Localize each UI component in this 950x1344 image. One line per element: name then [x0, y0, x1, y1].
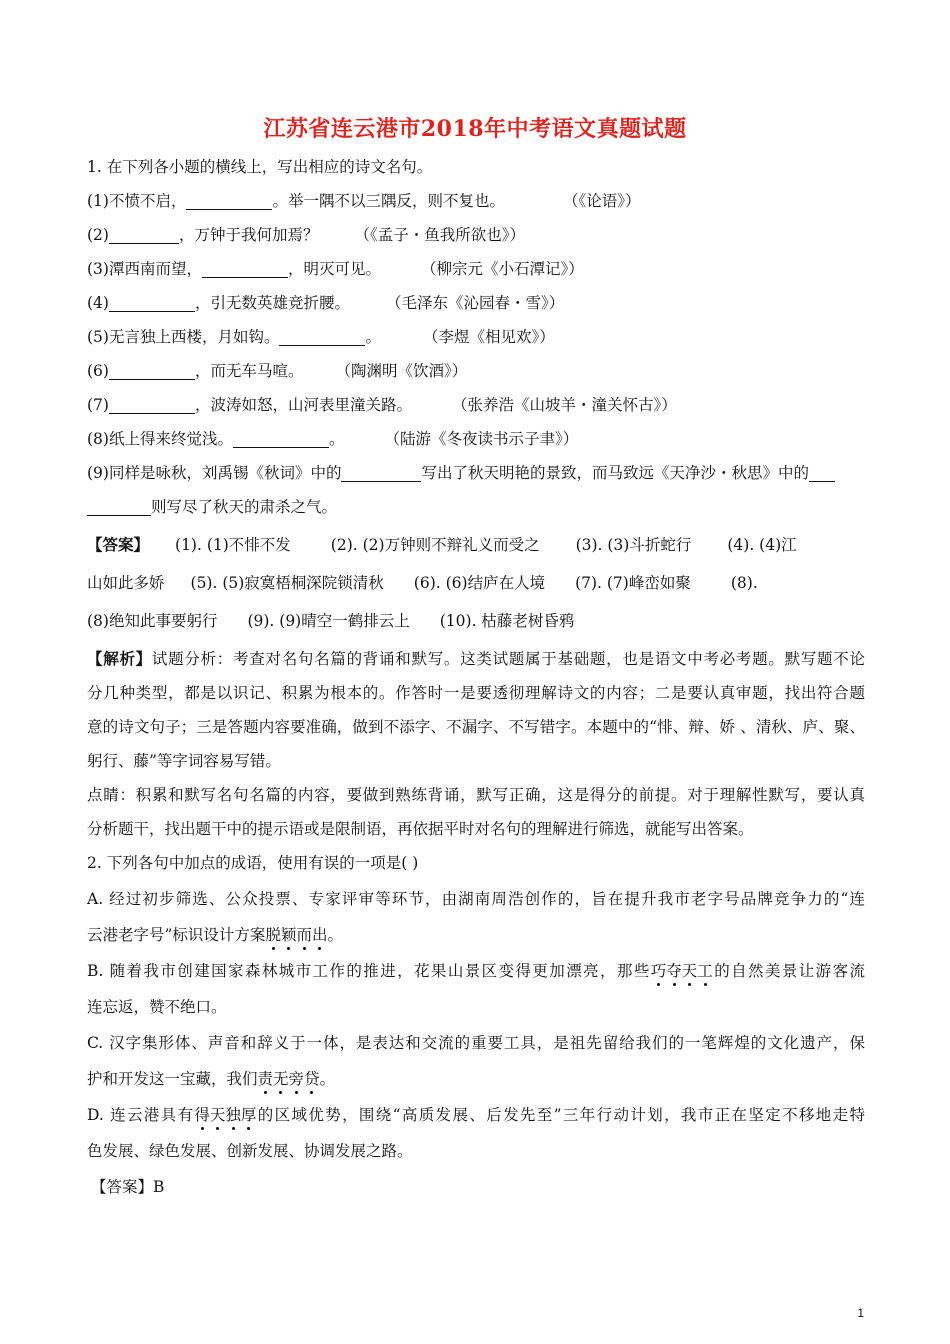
dotted-char: 责 — [258, 1062, 274, 1096]
dotted-char: 夺 — [666, 954, 682, 988]
item-text: 则写尽了秋天的肃杀之气。 — [151, 498, 338, 516]
option-text: 的自然美景让游客流 — [712, 962, 865, 980]
q1-item-1 — [87, 184, 865, 218]
answer-item: (8). — [730, 574, 758, 592]
item-source: （张养浩《山坡羊・潼关怀古》） — [451, 396, 677, 414]
item-text: (1)不愤不启， — [87, 192, 187, 210]
dotted-char: 得 — [194, 1098, 210, 1132]
dotted-char: 脱 — [265, 918, 281, 952]
answer-item: (3). (3)斗折蛇行 — [575, 536, 692, 554]
item-source: （李煜《相见欢》） — [422, 328, 555, 346]
dotted-char: 颖 — [281, 918, 297, 952]
option-text: 护和开发这一宝藏，我们 — [87, 1070, 258, 1088]
dotted-char: 出 — [312, 918, 328, 952]
dotted-char: 独 — [225, 1098, 241, 1132]
analysis-line-2: 分几种类型，都是以识记、积累为根本的。作答时一是要透彻理解诗文的内容；二是要认真审题，找出符合题 — [87, 684, 865, 702]
item-source: （《孟子・鱼我所欲也》） — [354, 226, 525, 244]
item-text: (7) — [87, 396, 109, 414]
dotted-char: 工 — [697, 954, 713, 988]
item-text: 。 — [365, 328, 381, 346]
dotted-char: 巧 — [651, 954, 667, 988]
tip-line-2: 分析题干，找出题干中的提示语或是限制语，再依据平时对名句的理解进行筛选，就能写出答案。 — [87, 820, 754, 838]
answer-item: (2). (2)万钟则不辩礼义而受之 — [330, 536, 540, 554]
option-text: 。 — [319, 1070, 336, 1088]
item-text: (8)纸上得来终觉浅。 — [87, 430, 233, 448]
item-text: 。 — [328, 430, 345, 448]
item-source: （《论语》） — [562, 192, 641, 210]
answer-blank — [233, 427, 329, 448]
answer-blank — [109, 291, 195, 312]
answer-blank — [109, 393, 195, 414]
dotted-idiom — [258, 1070, 320, 1088]
option-d-line-1 — [87, 1098, 865, 1132]
item-text: ，万钟于我何加焉？ — [178, 226, 319, 244]
answer-item: (8)绝知此事要躬行 — [87, 612, 218, 630]
item-text: (5)无言独上西楼，月如钩。 — [87, 328, 280, 346]
item-text: ，而无车马喧。 — [194, 362, 304, 380]
option-text: 。 — [327, 926, 344, 944]
answer-item: (10). 枯藤老树昏鸦 — [439, 612, 575, 630]
q1-item-3 — [87, 252, 865, 286]
answer-label: 【答案】 — [87, 535, 150, 554]
q1-item-7 — [87, 388, 865, 422]
document-body — [87, 150, 865, 1204]
item-text: 。举一隅不以三隅反，则不复也。 — [272, 192, 505, 210]
q1-item-5 — [87, 320, 865, 354]
item-text: (4) — [87, 294, 109, 312]
option-text: 云港老字号”标识设计方案 — [87, 926, 266, 944]
analysis-label: 【解析】 — [87, 649, 152, 668]
item-text: (6) — [87, 362, 109, 380]
dotted-char: 而 — [296, 918, 312, 952]
item-source: （毛泽东《沁园春・雪》） — [385, 294, 565, 312]
dotted-idiom — [194, 1106, 256, 1124]
q1-item-8 — [87, 422, 865, 456]
item-text: (2) — [87, 226, 109, 244]
item-text: ，引无数英雄竞折腰。 — [194, 294, 350, 312]
item-text: ，明灭可见。 — [287, 260, 381, 278]
question-1-stem: 1. 在下列各小题的横线上，写出相应的诗文名句。 — [87, 158, 433, 176]
item-text: (9)同样是咏秋，刘禹锡《秋词》中的 — [87, 464, 342, 482]
answer-blank — [87, 495, 151, 516]
page-title: 江苏省连云港市2018年中考语文真题试题 — [263, 116, 687, 142]
item-source: （柳宗元《小石潭记》） — [420, 260, 584, 278]
option-text: 的区域优势，围绕“高质发展、后发先至”三年行动计划，我市正在坚定不移地走特 — [256, 1106, 865, 1124]
answer-2: 【答案】B — [91, 1178, 165, 1196]
q1-item-9-cont — [87, 490, 865, 524]
answer-1-line-3 — [87, 604, 865, 638]
tip-line-1: 点睛：积累和默写名句名篇的内容，要做到熟练背诵，默写正确，这是得分的前提。对于理解性默写，要认真 — [87, 786, 865, 804]
item-text: ，波涛如怒，山河表里潼关路。 — [194, 396, 412, 414]
dotted-char: 旁 — [289, 1062, 305, 1096]
option-text: B. 随着我市创建国家森林城市工作的推进，花果山景区变得更加漂亮，那些 — [87, 962, 651, 980]
answer-item: (5). (5)寂寞梧桐深院锁清秋 — [190, 574, 384, 592]
analysis-line-4: 躬行、藤”等字词容易写错。 — [87, 752, 281, 770]
dotted-char: 无 — [273, 1062, 289, 1096]
answer-item: (1). (1)不悱不发 — [175, 536, 291, 554]
answer-1-line-2 — [87, 566, 865, 600]
item-source: （陆游《冬夜读书示子聿》） — [384, 430, 579, 448]
answer-blank — [109, 223, 179, 244]
answer-blank — [202, 257, 288, 278]
dotted-idiom — [651, 962, 713, 980]
page-number: 1 — [857, 1306, 864, 1320]
answer-item: (6). (6)结庐在人境 — [413, 574, 546, 592]
option-d-line-2: 色发展、绿色发展、创新发展、协调发展之路。 — [87, 1142, 413, 1160]
dotted-char: 厚 — [241, 1098, 257, 1132]
answer-blank — [109, 359, 195, 380]
answer-item: (9). (9)晴空一鹤排云上 — [247, 612, 410, 630]
q1-item-4 — [87, 286, 865, 320]
option-a-line-1: A. 经过初步筛选、公众投票、专家评审等环节，由湖南周浩创作的，旨在提升我市老字号品牌竞争力的“连 — [87, 890, 865, 908]
dotted-idiom — [265, 926, 327, 944]
q1-item-2 — [87, 218, 865, 252]
answer-item: 山如此多娇 — [87, 574, 165, 592]
option-b-line-1 — [87, 954, 865, 988]
answer-blank — [279, 325, 365, 346]
dotted-char: 天 — [210, 1098, 226, 1132]
option-c-line-2 — [87, 1062, 865, 1096]
dotted-char: 天 — [682, 954, 698, 988]
analysis-line-1 — [87, 642, 865, 676]
item-text: (3)潭西南而望， — [87, 260, 202, 278]
answer-blank — [341, 461, 421, 482]
analysis-line-3: 意的诗文句子；三是答题内容要准确，做到不添字、不漏字、不写错字。本题中的“悱、辩、娇 、清秋、庐、聚、 — [87, 718, 865, 736]
option-a-line-2 — [87, 918, 865, 952]
dotted-char: 贷 — [304, 1062, 320, 1096]
item-source: （陶渊明《饮酒》） — [335, 362, 468, 380]
question-2-stem: 2. 下列各句中加点的成语，使用有误的一项是( ) — [87, 854, 419, 872]
q1-item-9 — [87, 456, 865, 490]
answer-1-line-1 — [87, 528, 865, 562]
answer-item: (7). (7)峰峦如聚 — [575, 574, 691, 592]
answer-item: (4). (4)江 — [727, 536, 797, 554]
item-text: 写出了秋天明艳的景致，而马致远《天净沙・秋思》中的 — [421, 464, 809, 482]
analysis-text: 试题分析：考查对名句名篇的背诵和默写。这类试题属于基础题，也是语文中考必考题。默写题不论 — [151, 650, 865, 668]
answer-blank — [809, 461, 835, 482]
option-b-line-2: 连忘返，赞不绝口。 — [87, 998, 227, 1016]
option-c-line-1: C. 汉字集形体、声音和辞义于一体，是表达和交流的重要工具，是祖先留给我们的一笔辉煌的文化遗产，保 — [87, 1034, 865, 1052]
q1-item-6 — [87, 354, 865, 388]
answer-blank — [186, 189, 272, 210]
option-text: D. 连云港具有 — [87, 1106, 195, 1124]
